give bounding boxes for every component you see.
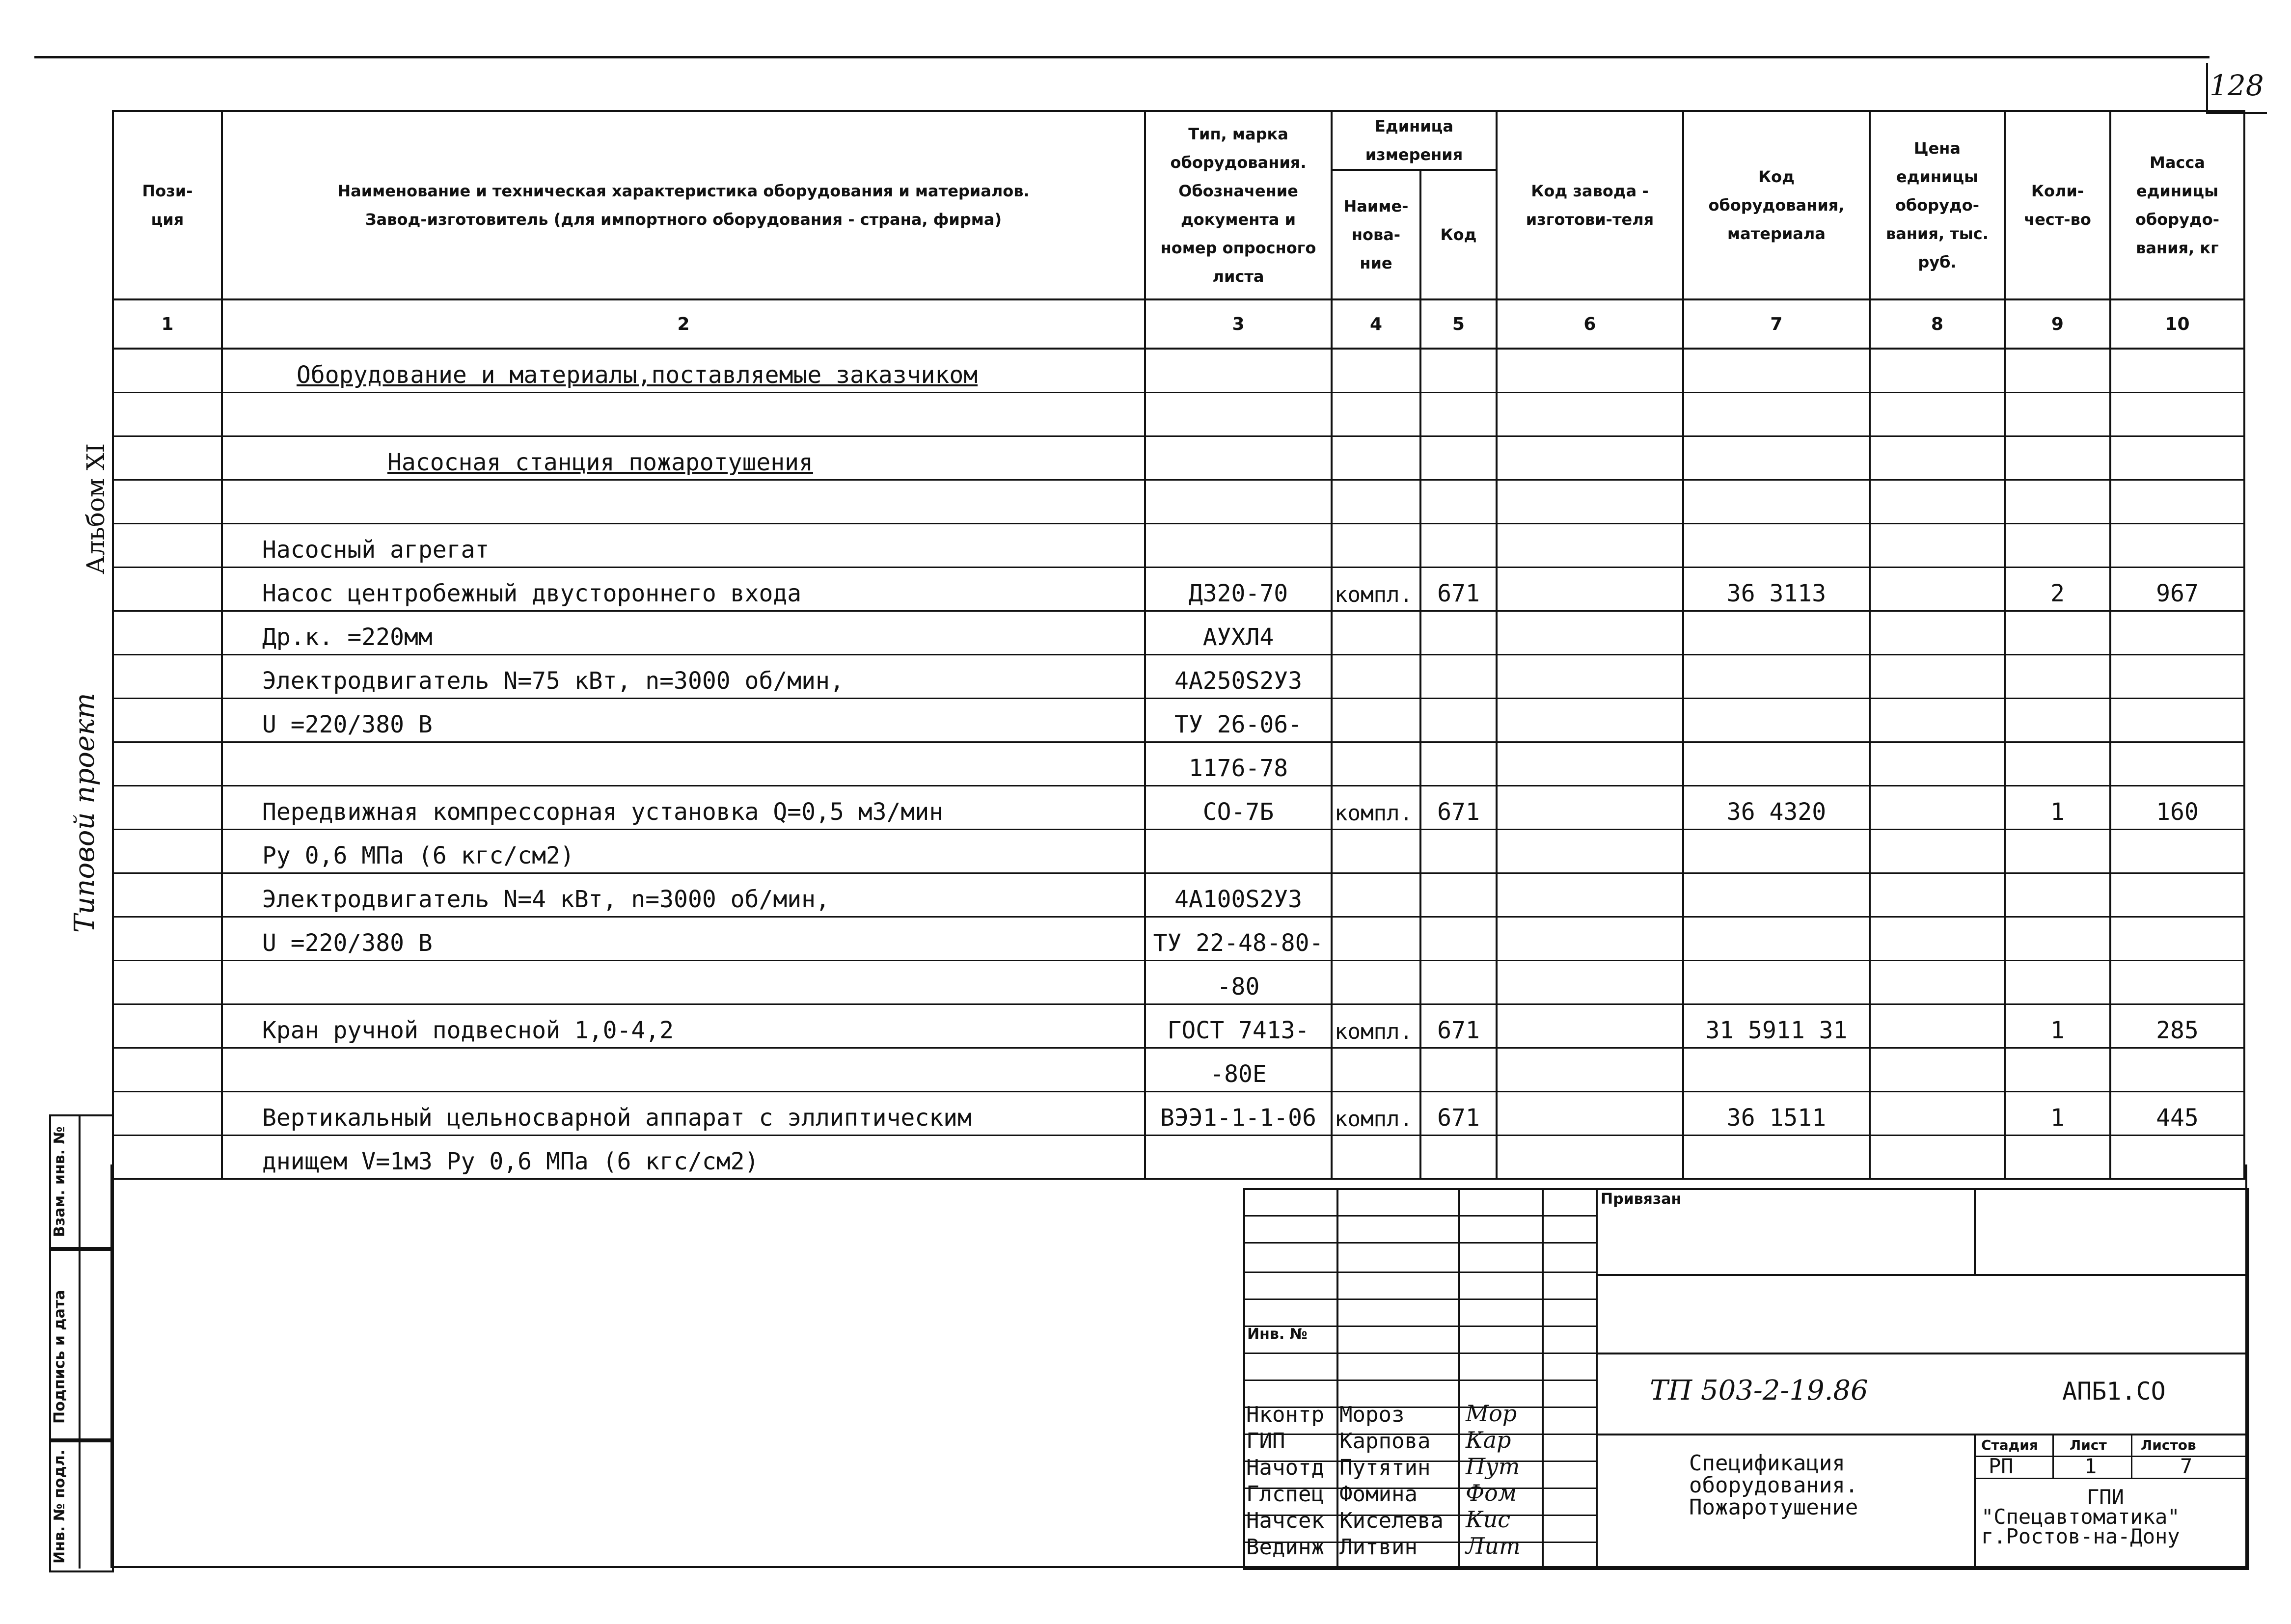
cell-position <box>113 611 222 655</box>
cell-factory-code <box>1497 349 1683 393</box>
cell-unit: компл. <box>1332 786 1420 830</box>
column-number: 4 <box>1332 299 1420 349</box>
table-row <box>113 436 2244 480</box>
cell-mass <box>2110 699 2244 742</box>
cell-type: АУХЛ4 <box>1145 611 1332 655</box>
cell-position <box>113 480 222 524</box>
cell-unit: компл. <box>1332 1092 1420 1136</box>
staff-name: Литвин <box>1339 1535 1418 1560</box>
cell-unit <box>1332 655 1420 699</box>
table-row <box>113 699 2244 742</box>
header-quantity: Коли-чест-во <box>2005 111 2110 299</box>
cell-type: -80 <box>1145 961 1332 1004</box>
cell-type <box>1145 524 1332 568</box>
table-row <box>113 1136 2244 1179</box>
cell-name: Оборудование и материалы,поставляемые заказчиком <box>222 349 1145 393</box>
cell-factory-code <box>1497 917 1683 961</box>
cell-position <box>113 1048 222 1092</box>
tb-row <box>1974 1456 2245 1457</box>
staff-signature: Мор <box>1466 1400 1517 1427</box>
cell-quantity <box>2005 480 2110 524</box>
cell-equipment-code <box>1683 611 1870 655</box>
cell-price <box>1870 393 2005 436</box>
cell-unit-code <box>1420 830 1497 873</box>
cell-factory-code <box>1497 1136 1683 1179</box>
cell-quantity <box>2005 349 2110 393</box>
page-number: 128 <box>2209 69 2264 102</box>
cell-equipment-code <box>1683 873 1870 917</box>
cell-quantity <box>2005 873 2110 917</box>
cell-position <box>113 568 222 611</box>
staff-signature: Фом <box>1466 1480 1517 1506</box>
doc-code: ТП 503-2-19.86 <box>1650 1375 1868 1407</box>
cell-name: Электродвигатель N=4 кВт, n=3000 об/мин, <box>222 873 1145 917</box>
cell-equipment-code <box>1683 480 1870 524</box>
cell-price <box>1870 961 2005 1004</box>
tb-row <box>1243 1242 1596 1244</box>
cell-price <box>1870 349 2005 393</box>
cell-price <box>1870 1004 2005 1048</box>
cell-price <box>1870 611 2005 655</box>
table-row <box>113 961 2244 1004</box>
header-equipment-code: Код оборудования, материала <box>1683 111 1870 299</box>
cell-name <box>222 742 1145 786</box>
cell-factory-code <box>1497 393 1683 436</box>
org-line-1: ГПИ <box>2087 1485 2124 1509</box>
cell-unit-code <box>1420 611 1497 655</box>
cell-price <box>1870 786 2005 830</box>
cell-equipment-code <box>1683 830 1870 873</box>
cell-quantity <box>2005 699 2110 742</box>
table-row <box>113 480 2244 524</box>
table-row <box>113 611 2244 655</box>
cell-unit: компл. <box>1332 568 1420 611</box>
staff-role: Вединж <box>1246 1535 1324 1560</box>
tb-col <box>1458 1188 1460 1566</box>
cell-name: Др.к. =220мм <box>222 611 1145 655</box>
cell-name <box>222 961 1145 1004</box>
inv-no-label: Инв. № <box>1247 1326 1308 1343</box>
cell-equipment-code: 36 1511 <box>1683 1092 1870 1136</box>
cell-factory-code <box>1497 1004 1683 1048</box>
cell-quantity <box>2005 436 2110 480</box>
column-number: 6 <box>1497 299 1683 349</box>
cell-quantity <box>2005 1136 2110 1179</box>
cell-quantity: 1 <box>2005 1004 2110 1048</box>
cell-unit <box>1332 742 1420 786</box>
cell-unit-code <box>1420 393 1497 436</box>
staff-role: ГИП <box>1246 1429 1285 1454</box>
cell-name: Передвижная компрессорная установка Q=0,5 м3/мин <box>222 786 1145 830</box>
cell-unit <box>1332 480 1420 524</box>
sheet-value: 1 <box>2084 1454 2097 1478</box>
tb-row <box>1243 1299 1596 1300</box>
cell-unit-code <box>1420 917 1497 961</box>
privyazan-label: Привязан <box>1601 1191 1682 1208</box>
cell-type: Д320-70 <box>1145 568 1332 611</box>
cell-unit-code <box>1420 873 1497 917</box>
cell-type <box>1145 393 1332 436</box>
tb-row <box>1243 1215 1596 1217</box>
cell-mass <box>2110 349 2244 393</box>
cell-factory-code <box>1497 436 1683 480</box>
cell-factory-code <box>1497 524 1683 568</box>
header-price: Цена единицы оборудо-вания, тыс. руб. <box>1870 111 2005 299</box>
table-row <box>113 742 2244 786</box>
doc-title-1: Спецификация <box>1689 1451 1845 1476</box>
table-row <box>113 786 2244 830</box>
tb-row <box>1596 1274 2245 1276</box>
header-type: Тип, марка оборудования. Обозначение документа и номер опросного листа <box>1145 111 1332 299</box>
cell-name: U =220/380 В <box>222 917 1145 961</box>
cell-quantity: 2 <box>2005 568 2110 611</box>
cell-equipment-code <box>1683 699 1870 742</box>
tb-col <box>1596 1188 1598 1566</box>
cell-quantity <box>2005 917 2110 961</box>
tb-row <box>1974 1478 2245 1479</box>
column-number: 3 <box>1145 299 1332 349</box>
cell-type: -80Е <box>1145 1048 1332 1092</box>
cell-unit <box>1332 611 1420 655</box>
spec-table <box>112 110 2245 1180</box>
cell-mass <box>2110 436 2244 480</box>
doc-title-2: оборудования. <box>1689 1473 1858 1498</box>
side-vzam-label: Взам. инв. № <box>51 1126 68 1237</box>
header-unit-name: Наиме-нова-ние <box>1332 170 1420 299</box>
cell-position <box>113 742 222 786</box>
cell-equipment-code <box>1683 1136 1870 1179</box>
cell-unit <box>1332 349 1420 393</box>
header-position: Пози- ция <box>113 111 222 299</box>
cell-type: ГОСТ 7413- <box>1145 1004 1332 1048</box>
cell-unit <box>1332 917 1420 961</box>
header-unit: Единица измерения <box>1332 111 1497 170</box>
cell-quantity <box>2005 961 2110 1004</box>
cell-mass <box>2110 1048 2244 1092</box>
cell-type <box>1145 480 1332 524</box>
header-factory-code: Код завода - изготови-теля <box>1497 111 1683 299</box>
cell-name: днищем V=1м3 Ру 0,6 МПа (6 кгс/см2) <box>222 1136 1145 1179</box>
cell-mass: 967 <box>2110 568 2244 611</box>
cell-factory-code <box>1497 873 1683 917</box>
cell-mass <box>2110 961 2244 1004</box>
sheet-code: АПБ1.СО <box>2062 1377 2166 1406</box>
cell-unit-code <box>1420 961 1497 1004</box>
tb-col <box>2052 1434 2054 1478</box>
cell-unit-code <box>1420 699 1497 742</box>
cell-price <box>1870 742 2005 786</box>
cell-name <box>222 393 1145 436</box>
cell-factory-code <box>1497 1092 1683 1136</box>
cell-mass: 160 <box>2110 786 2244 830</box>
column-number: 1 <box>113 299 222 349</box>
cell-position <box>113 1004 222 1048</box>
cell-unit <box>1332 1048 1420 1092</box>
cell-type: 4А250S2У3 <box>1145 655 1332 699</box>
cell-factory-code <box>1497 699 1683 742</box>
cell-mass <box>2110 524 2244 568</box>
cell-unit <box>1332 699 1420 742</box>
cell-price <box>1870 524 2005 568</box>
tb-col <box>1336 1188 1338 1566</box>
cell-mass <box>2110 480 2244 524</box>
staff-role: Глспец <box>1246 1482 1324 1507</box>
tb-row <box>1596 1434 2245 1435</box>
table-row <box>113 1048 2244 1092</box>
cell-price <box>1870 699 2005 742</box>
cell-name <box>222 1048 1145 1092</box>
cell-mass <box>2110 917 2244 961</box>
table-row <box>113 830 2244 873</box>
header-unit-code: Код <box>1420 170 1497 299</box>
cell-type: 4А100S2У3 <box>1145 873 1332 917</box>
cell-unit-code <box>1420 524 1497 568</box>
cell-quantity <box>2005 655 2110 699</box>
cell-mass: 445 <box>2110 1092 2244 1136</box>
tb-row <box>1243 1380 1596 1381</box>
staff-signature: Пут <box>1466 1453 1520 1480</box>
tb-col <box>1542 1188 1544 1566</box>
staff-name: Киселева <box>1339 1508 1444 1533</box>
tb-row <box>1243 1272 1596 1273</box>
table-row <box>113 1092 2244 1136</box>
org-line-3: г.Ростов-на-Дону <box>1981 1524 2180 1548</box>
staff-name: Карпова <box>1339 1429 1431 1454</box>
cell-unit-code <box>1420 480 1497 524</box>
staff-name: Фомина <box>1339 1482 1418 1507</box>
cell-equipment-code <box>1683 917 1870 961</box>
cell-type: ТУ 26-06- <box>1145 699 1332 742</box>
cell-factory-code <box>1497 742 1683 786</box>
cell-mass <box>2110 742 2244 786</box>
cell-type: ТУ 22-48-80- <box>1145 917 1332 961</box>
cell-price <box>1870 830 2005 873</box>
cell-factory-code <box>1497 655 1683 699</box>
doc-title-3: Пожаротушение <box>1689 1495 1858 1520</box>
tb-col <box>1974 1434 1976 1566</box>
cell-equipment-code <box>1683 393 1870 436</box>
tb-row <box>1596 1353 2245 1354</box>
tb-col <box>2131 1434 2132 1478</box>
stage-header: Стадия <box>1981 1437 2038 1453</box>
cell-position <box>113 961 222 1004</box>
org-line-2: "Спецавтоматика" <box>1981 1505 2180 1529</box>
cell-unit-code: 671 <box>1420 786 1497 830</box>
cell-unit-code <box>1420 349 1497 393</box>
cell-quantity <box>2005 524 2110 568</box>
staff-name: Путятин <box>1339 1455 1431 1480</box>
cell-factory-code <box>1497 480 1683 524</box>
header-mass: Масса единицы оборудо-вания, кг <box>2110 111 2244 299</box>
cell-type: 1176-78 <box>1145 742 1332 786</box>
cell-unit-code <box>1420 1048 1497 1092</box>
cell-unit-code <box>1420 742 1497 786</box>
cell-position <box>113 917 222 961</box>
cell-name: U =220/380 В <box>222 699 1145 742</box>
cell-mass <box>2110 655 2244 699</box>
cell-equipment-code <box>1683 742 1870 786</box>
cell-unit-code <box>1420 436 1497 480</box>
stage-value: РП <box>1989 1454 2014 1478</box>
cell-equipment-code: 31 5911 31 <box>1683 1004 1870 1048</box>
cell-quantity <box>2005 830 2110 873</box>
cell-mass <box>2110 830 2244 873</box>
cell-position <box>113 524 222 568</box>
cell-quantity: 1 <box>2005 1092 2110 1136</box>
cell-quantity: 1 <box>2005 786 2110 830</box>
side-podpis-label: Подпись и дата <box>51 1290 68 1424</box>
cell-type: СО-7Б <box>1145 786 1332 830</box>
column-number: 5 <box>1420 299 1497 349</box>
cell-mass <box>2110 393 2244 436</box>
cell-quantity <box>2005 742 2110 786</box>
staff-role: Нконтр <box>1246 1402 1324 1427</box>
cell-equipment-code: 36 4320 <box>1683 786 1870 830</box>
cell-factory-code <box>1497 1048 1683 1092</box>
cell-factory-code <box>1497 830 1683 873</box>
cell-name: Насос центробежный двустороннего входа <box>222 568 1145 611</box>
column-number: 9 <box>2005 299 2110 349</box>
cell-position <box>113 1136 222 1179</box>
cell-unit-code: 671 <box>1420 568 1497 611</box>
cell-equipment-code <box>1683 655 1870 699</box>
staff-name: Мороз <box>1339 1402 1405 1427</box>
cell-unit-code <box>1420 655 1497 699</box>
cell-name <box>222 480 1145 524</box>
cell-mass: 285 <box>2110 1004 2244 1048</box>
cell-factory-code <box>1497 568 1683 611</box>
cell-type: ВЭЭ1-1-1-06 <box>1145 1092 1332 1136</box>
sheets-header: Листов <box>2141 1437 2196 1453</box>
cell-unit <box>1332 1136 1420 1179</box>
cell-unit-code: 671 <box>1420 1092 1497 1136</box>
cell-unit <box>1332 830 1420 873</box>
cell-unit <box>1332 873 1420 917</box>
cell-mass <box>2110 1136 2244 1179</box>
cell-unit-code <box>1420 1136 1497 1179</box>
column-number: 10 <box>2110 299 2244 349</box>
cell-position <box>113 655 222 699</box>
sheets-value: 7 <box>2180 1454 2193 1478</box>
frame-left <box>110 1164 112 1568</box>
cell-price <box>1870 873 2005 917</box>
cell-factory-code <box>1497 611 1683 655</box>
sheet-header: Лист <box>2070 1437 2107 1453</box>
cell-type <box>1145 349 1332 393</box>
cell-unit <box>1332 961 1420 1004</box>
cell-price <box>1870 1092 2005 1136</box>
cell-unit <box>1332 524 1420 568</box>
cell-position <box>113 436 222 480</box>
cell-price <box>1870 917 2005 961</box>
table-row <box>113 393 2244 436</box>
cell-factory-code <box>1497 786 1683 830</box>
cell-name: Вертикальный цельносварной аппарат с эллиптическим <box>222 1092 1145 1136</box>
table-row <box>113 917 2244 961</box>
cell-unit <box>1332 436 1420 480</box>
tb-col <box>1974 1188 1976 1274</box>
cell-equipment-code: 36 3113 <box>1683 568 1870 611</box>
cell-position <box>113 873 222 917</box>
tb-row <box>1243 1353 1596 1354</box>
project-label: Типовой проект <box>69 693 101 933</box>
column-number: 2 <box>222 299 1145 349</box>
cell-equipment-code <box>1683 524 1870 568</box>
column-number: 8 <box>1870 299 2005 349</box>
cell-unit: компл. <box>1332 1004 1420 1048</box>
staff-signature: Лит <box>1466 1533 1521 1559</box>
cell-position <box>113 1092 222 1136</box>
cell-position <box>113 786 222 830</box>
cell-price <box>1870 480 2005 524</box>
cell-type <box>1145 1136 1332 1179</box>
table-row <box>113 568 2244 611</box>
cell-position <box>113 349 222 393</box>
top-rule <box>34 56 2209 58</box>
table-row <box>113 524 2244 568</box>
table-row <box>113 873 2244 917</box>
staff-signature: Кар <box>1466 1427 1511 1453</box>
cell-factory-code <box>1497 961 1683 1004</box>
cell-name: Кран ручной подвесной 1,0-4,2 <box>222 1004 1145 1048</box>
cell-position <box>113 393 222 436</box>
album-label: Альбом XI <box>82 443 110 574</box>
cell-quantity <box>2005 1048 2110 1092</box>
cell-type <box>1145 830 1332 873</box>
cell-price <box>1870 1048 2005 1092</box>
cell-quantity <box>2005 393 2110 436</box>
cell-name: Ру 0,6 МПа (6 кгс/см2) <box>222 830 1145 873</box>
cell-equipment-code <box>1683 1048 1870 1092</box>
cell-equipment-code <box>1683 436 1870 480</box>
cell-price <box>1870 568 2005 611</box>
side-divider <box>79 1114 81 1569</box>
cell-mass <box>2110 611 2244 655</box>
cell-equipment-code <box>1683 961 1870 1004</box>
cell-price <box>1870 436 2005 480</box>
staff-role: Начсек <box>1246 1508 1324 1533</box>
staff-role: Начотд <box>1246 1455 1324 1480</box>
table-row <box>113 1004 2244 1048</box>
cell-price <box>1870 1136 2005 1179</box>
cell-position <box>113 699 222 742</box>
header-name: Наименование и техническая характеристика оборудования и материалов. Завод-изготовитель (для импортного оборудования - страна, фирма) <box>222 111 1145 299</box>
cell-name: Насосная станция пожаротушения <box>222 436 1145 480</box>
cell-equipment-code <box>1683 349 1870 393</box>
cell-mass <box>2110 873 2244 917</box>
cell-position <box>113 830 222 873</box>
table-row <box>113 655 2244 699</box>
cell-type <box>1145 436 1332 480</box>
cell-price <box>1870 655 2005 699</box>
column-number: 7 <box>1683 299 1870 349</box>
cell-unit-code: 671 <box>1420 1004 1497 1048</box>
cell-name: Электродвигатель N=75 кВт, n=3000 об/мин, <box>222 655 1145 699</box>
side-inv-label: Инв. № подл. <box>51 1449 68 1564</box>
cell-name: Насосный агрегат <box>222 524 1145 568</box>
staff-signature: Кис <box>1466 1506 1510 1533</box>
cell-quantity <box>2005 611 2110 655</box>
table-row <box>113 349 2244 393</box>
cell-unit <box>1332 393 1420 436</box>
